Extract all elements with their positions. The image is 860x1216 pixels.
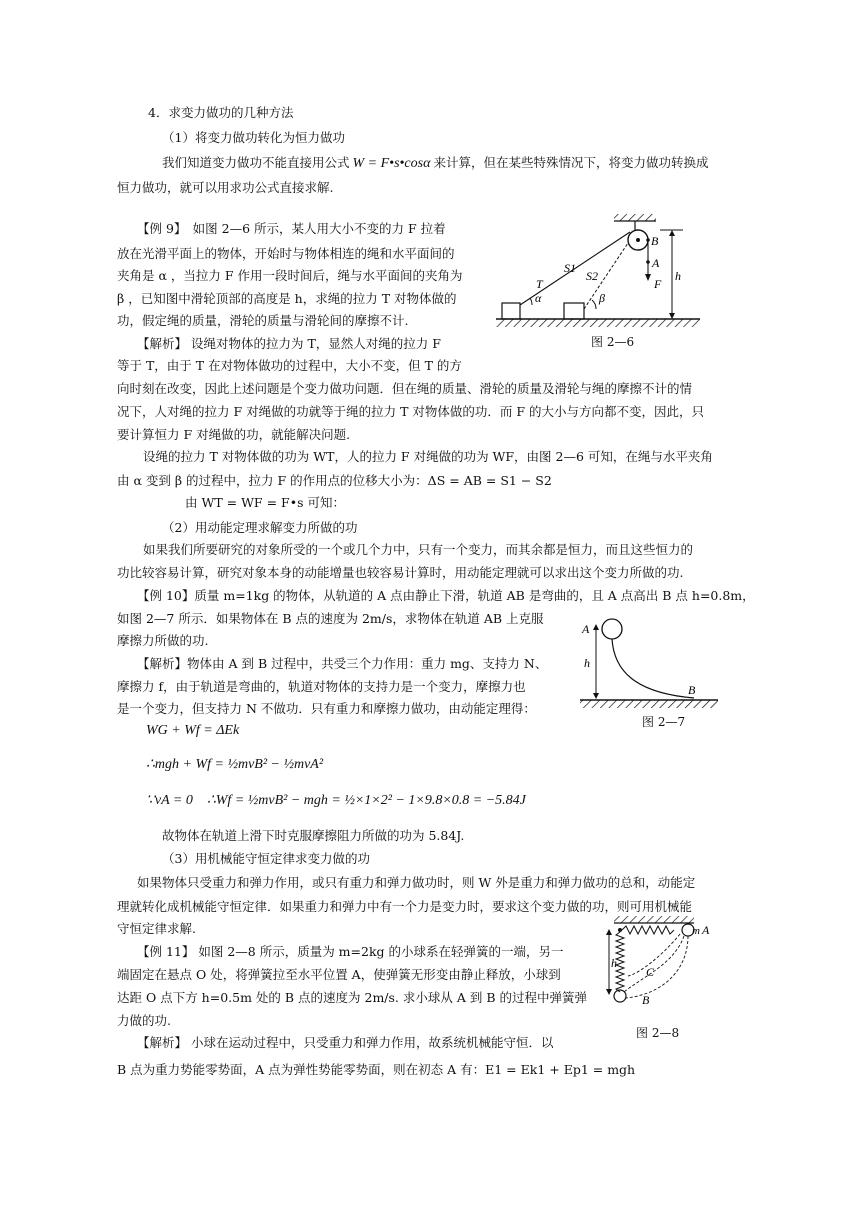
fig28-label-B: B xyxy=(642,993,650,1007)
paragraph-1-line-2: 恒力做功，就可以用求功公式直接求解. xyxy=(117,180,334,195)
ex11-line-4: 力做的功. xyxy=(117,1013,171,1028)
fig26-label-alpha: α xyxy=(535,291,542,305)
fig28-label-h: h xyxy=(611,956,617,970)
fig27-label-B: B xyxy=(688,683,696,697)
fig28-caption: 图 2—8 xyxy=(636,1026,680,1040)
p3-line-3: 守恒定律求解. xyxy=(117,921,196,936)
ex9-sol-3: 向时刻在改变，因此上述问题是个变力做功问题．但在绳的质量、滑轮的质量及滑轮与绳的摩擦不计的情 xyxy=(117,381,693,396)
ex11-sol-2: B 点为重力势能零势面，A 点为弹性势能零势面，则在初态 A 有：E1 = Ek1 + Ep1 = mgh xyxy=(117,1062,636,1077)
ex9-line-2: 放在光滑平面上的物体，开始时与物体相连的绳和水平面间的 xyxy=(117,246,455,261)
subsection-3-title: （3）用机械能守恒定律求变力做的功 xyxy=(162,851,370,866)
fig26-caption: 图 2—6 xyxy=(591,335,635,349)
figure-2-7 xyxy=(574,615,724,715)
p1-text-a: 我们知道变力做功不能直接用公式 xyxy=(162,155,350,170)
ex9-line-4: β ，已知图中滑轮顶部的高度是 h，求绳的拉力 T 对物体做的 xyxy=(117,291,457,306)
work-formula: W = F•s•cosα xyxy=(352,156,431,171)
ex9-line-1: 【例 9】 如图 2—6 所示，某人用大小不变的力 F 拉着 xyxy=(137,221,446,236)
ex11-line-1: 【例 11】 如图 2—8 所示，质量为 m=2kg 的小球系在轻弹簧的一端，另一 xyxy=(137,944,564,959)
ex9-sol-6: 设绳的拉力 T 对物体做的功为 WT，人的拉力 F 对绳做的功为 WF，由图 2—6 可知，在绳与水平夹角 xyxy=(143,449,713,464)
fig26-label-A: A xyxy=(652,256,660,270)
fig26-label-S2: S2 xyxy=(586,269,598,283)
ex9-line-3: 夹角是 α ，当拉力 F 作用一段时间后，绳与水平面间的夹角为 xyxy=(117,268,463,283)
ex11-line-3: 达距 O 点下方 h=0.5m 处的 B 点的速度为 2m/s. 求小球从 A 到 B 的过程中弹簧弹 xyxy=(117,990,587,1005)
paragraph-1-line-1 xyxy=(162,154,708,173)
ex10-sol-1: 【解析】物体由 A 到 B 过程中，共受三个力作用：重力 mg、支持力 N、 xyxy=(137,656,548,671)
p3-line-2: 理就转化成机械能守恒定律．如果重力和弹力中有一个力是变力时，要求这个变力做的功，则可用机械能 xyxy=(117,899,693,914)
fig26-label-beta: β xyxy=(599,291,605,305)
ex9-last: 由 WT = WF = F•s 可知： xyxy=(185,495,345,510)
subsection-2-title: （2）用动能定理求解变力所做的功 xyxy=(162,520,358,535)
ex9-line-5: 功，假定绳的质量，滑轮的质量与滑轮间的摩擦不计. xyxy=(117,313,409,328)
ex10-eq-2: ∴mgh + Wf = ½mvB² − ½mvA² xyxy=(146,757,324,772)
fig27-caption: 图 2—7 xyxy=(642,715,686,729)
ex11-line-2: 端固定在悬点 O 处，将弹簧拉至水平位置 A，使弹簧无形变由静止释放，小球到 xyxy=(117,967,561,982)
fig27-label-h: h xyxy=(584,656,590,670)
fig26-label-F: F xyxy=(654,277,662,291)
figure-2-8 xyxy=(604,914,724,1024)
ex10-conclusion: 故物体在轨道上滑下时克服摩擦阻力所做的功为 5.84J. xyxy=(162,828,465,843)
ex9-sol-2: 等于 T，由于 T 在对物体做功的过程中，大小不变，但 T 的方 xyxy=(117,358,462,373)
fig27-label-A: A xyxy=(582,622,590,636)
ex11-sol-1: 【解析】 小球在运动过程中，只受重力和弹力作用，故系统机械能守恒．以 xyxy=(137,1035,554,1050)
p2-line-1: 如果我们所要研究的对象所受的一个或几个力中，只有一个变力，而其余都是恒力，而且这些恒力的 xyxy=(143,542,694,557)
ex10-eq-1: WG + Wf = ΔEk xyxy=(146,723,240,738)
ex10-line-1: 【例 10】质量 m=1kg 的物体，从轨道的 A 点由静止下滑，轨道 AB 是弯曲的，且 A 点高出 B 点 h=0.8m， xyxy=(137,588,755,603)
ex9-sol-7: 由 α 变到 β 的过程中，拉力 F 的作用点的位移大小为：ΔS = AB = S1 − S2 xyxy=(117,473,552,488)
fig28-label-A: A xyxy=(702,923,710,937)
p2-line-2: 功比较容易计算，研究对象本身的动能增量也较容易计算时，用动能定理就可以求出这个变力所做的功. xyxy=(117,565,684,580)
ex10-sol-2: 摩擦力 f，由于轨道是弯曲的，轨道对物体的支持力是一个变力，摩擦力也 xyxy=(117,679,526,694)
ex9-sol-4: 况下，人对绳的拉力 F 对绳做的功就等于绳的拉力 T 对物体做的功．而 F 的大小与方向都不变，因此，只 xyxy=(117,404,705,419)
fig26-label-B: B xyxy=(651,234,659,248)
p3-line-1: 如果物体只受重力和弹力作用，或只有重力和弹力做功时，则 W 外是重力和弹力做功的总和，动能定 xyxy=(137,875,696,890)
fig26-label-h: h xyxy=(675,269,681,283)
ex10-line-2: 如图 2—7 所示．如果物体在 B 点的速度为 2m/s，求物体在轨道 AB 上克服 xyxy=(117,611,544,626)
fig28-label-m: m xyxy=(692,925,700,937)
fig26-label-T: T xyxy=(536,277,543,291)
ex10-sol-3: 是一个变力，但支持力 N 不做功．只有重力和摩擦力做功，由动能定理得： xyxy=(117,701,536,716)
ex9-sol-1: 【解析】 设绳对物体的拉力为 T，显然人对绳的拉力 F xyxy=(137,336,441,351)
fig26-label-S1: S1 xyxy=(564,261,576,275)
section-title: 4．求变力做功的几种方法 xyxy=(148,105,294,120)
p1-text-b: 来计算，但在某些特殊情况下，将变力做功转换成 xyxy=(433,155,709,170)
ex9-sol-5: 要计算恒力 F 对绳做的功，就能解决问题. xyxy=(117,427,351,442)
ex10-line-3: 摩擦力所做的功. xyxy=(117,633,209,648)
ex10-eq-3: ∵vA = 0 ∴Wf = ½mvB² − mgh = ½×1×2² − 1×9.8×0.8 = −5.84J xyxy=(146,793,526,808)
subsection-1-title: （1）将变力做功转化为恒力做功 xyxy=(162,130,345,145)
fig28-label-C: C xyxy=(646,965,655,979)
